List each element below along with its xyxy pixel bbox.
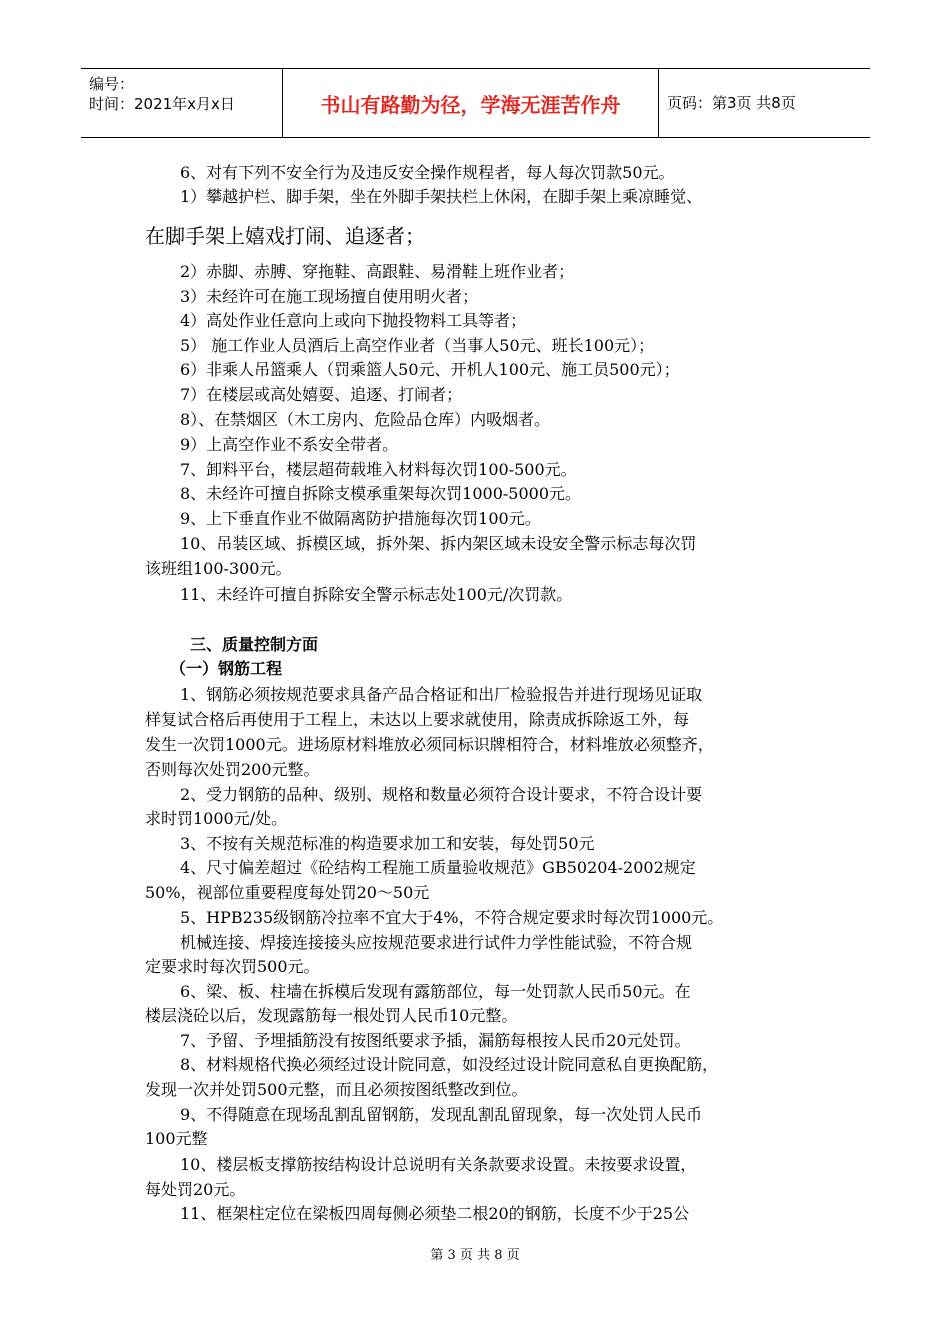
- text-line: 10、吊装区域、拆模区域，拆外架、拆内架区域未设安全警示标志每次罚: [180, 534, 697, 553]
- header-motto-cell: [282, 69, 659, 137]
- text-line: 6、梁、板、柱墙在拆模后发现有露筋部位，每一处罚款人民币50元。在: [180, 982, 691, 1001]
- text-line: 求时罚1000元/处。: [145, 809, 288, 828]
- text-line: 11、框架柱定位在梁板四周每侧必须垫二根20的钢筋，长度不少于25公: [180, 1204, 690, 1223]
- text-line: 4）高处作业任意向上或向下抛投物料工具等者；: [180, 311, 527, 330]
- header-right-cell: [659, 69, 870, 137]
- text-line: 9、上下垂直作业不做隔离防护措施每次罚100元。: [180, 509, 541, 528]
- text-line: 2）赤脚、赤膊、穿拖鞋、高跟鞋、易滑鞋上班作业者；: [180, 262, 575, 281]
- text-line: 定要求时每次罚500元。: [145, 957, 320, 976]
- text-line: 在脚手架上嬉戏打闹、追逐者；: [145, 224, 425, 248]
- page-header: [81, 68, 870, 138]
- text-line: 9、不得随意在现场乱割乱留钢筋，发现乱割乱留现象，每一次处罚人民币: [180, 1105, 703, 1124]
- subsection-heading: （一）钢筋工程: [170, 659, 283, 678]
- text-line: 否则每次处罚200元整。: [145, 760, 320, 779]
- date-line: 时间：2021年x月x日: [89, 95, 235, 113]
- text-line: 5） 施工作业人员酒后上高空作业者（当事人50元、班长100元）；: [180, 336, 655, 355]
- text-line: 100元整: [145, 1129, 208, 1148]
- text-line: 发生一次罚1000元。进场原材料堆放必须同标识牌相符合，材料堆放必须整齐，: [145, 735, 714, 754]
- text-line: 6）非乘人吊篮乘人（罚乘篮人50元、开机人100元、施工员500元）；: [180, 360, 680, 379]
- text-line: 8）、在禁烟区（木工房内、危险品仓库）内吸烟者。: [180, 410, 551, 429]
- header-left-cell: [81, 69, 281, 137]
- text-line: 发现一次并处罚500元整，而且必须按图纸整改到位。: [145, 1080, 528, 1099]
- section-heading: 三、质量控制方面: [190, 635, 319, 654]
- text-line: 3、不按有关规范标准的构造要求加工和安装，每处罚50元: [180, 834, 595, 853]
- text-line: 9）上高空作业不系安全带者。: [180, 435, 399, 454]
- text-line: 7、予留、予埋插筋没有按图纸要求予插，漏筋每根按人民币20元处罚。: [180, 1031, 691, 1050]
- text-line: 7、卸料平台，楼层超荷载堆入材料每次罚100-500元。: [180, 460, 577, 479]
- text-line: 8、未经许可擅自拆除支模承重架每次罚1000-5000元。: [180, 484, 582, 503]
- text-line: 每处罚20元。: [145, 1180, 246, 1199]
- page-footer: 第 3 页 共 8 页: [430, 1248, 520, 1263]
- text-line: 1）攀越护栏、脚手架，坐在外脚手架扶栏上休闲，在脚手架上乘凉睡觉、: [180, 187, 703, 206]
- motto: 书山有路勤为径，学海无涯苦作舟: [320, 93, 621, 117]
- text-line: 机械连接、焊接连接接头应按规范要求进行试件力学性能试验，不符合规: [180, 933, 693, 952]
- text-line: 5、HPB235级钢筋冷拉率不宜大于4%，不符合规定要求时每次罚1000元。: [180, 908, 724, 927]
- text-line: 2、受力钢筋的品种、级别、规格和数量必须符合设计要求，不符合设计要: [180, 785, 703, 804]
- text-line: 样复试合格后再使用于工程上，未达以上要求就使用，除责成拆除返工外，每: [145, 710, 690, 729]
- text-line: 8、材料规格代换必须经过设计院同意，如没经过设计院同意私自更换配筋，: [180, 1055, 719, 1074]
- text-line: 6、对有下列不安全行为及违反安全操作规程者，每人每次罚款50元。: [180, 163, 675, 182]
- text-line: 7）在楼层或高处嬉耍、追逐、打闹者；: [180, 385, 463, 404]
- text-line: 楼层浇砼以后，发现露筋每一根处罚人民币10元整。: [145, 1006, 518, 1025]
- text-line: 50%，视部位重要程度每处罚20～50元: [145, 883, 430, 902]
- text-line: 4、尺寸偏差超过《砼结构工程施工质量验收规范》GB50204-2002规定: [180, 858, 696, 877]
- page-info: 页码：第3页 共8页: [667, 94, 796, 112]
- text-line: 3）未经许可在施工现场擅自使用明火者；: [180, 287, 479, 306]
- text-line: 该班组100-300元。: [145, 559, 292, 578]
- text-line: 1、钢筋必须按规范要求具备产品合格证和出厂检验报告并进行现场见证取: [180, 685, 703, 704]
- number-label: 编号：: [89, 75, 135, 93]
- text-line: 11、未经许可擅自拆除安全警示标志处100元/次罚款。: [180, 585, 573, 604]
- text-line: 10、楼层板支撑筋按结构设计总说明有关条款要求设置。未按要求设置，: [180, 1155, 697, 1174]
